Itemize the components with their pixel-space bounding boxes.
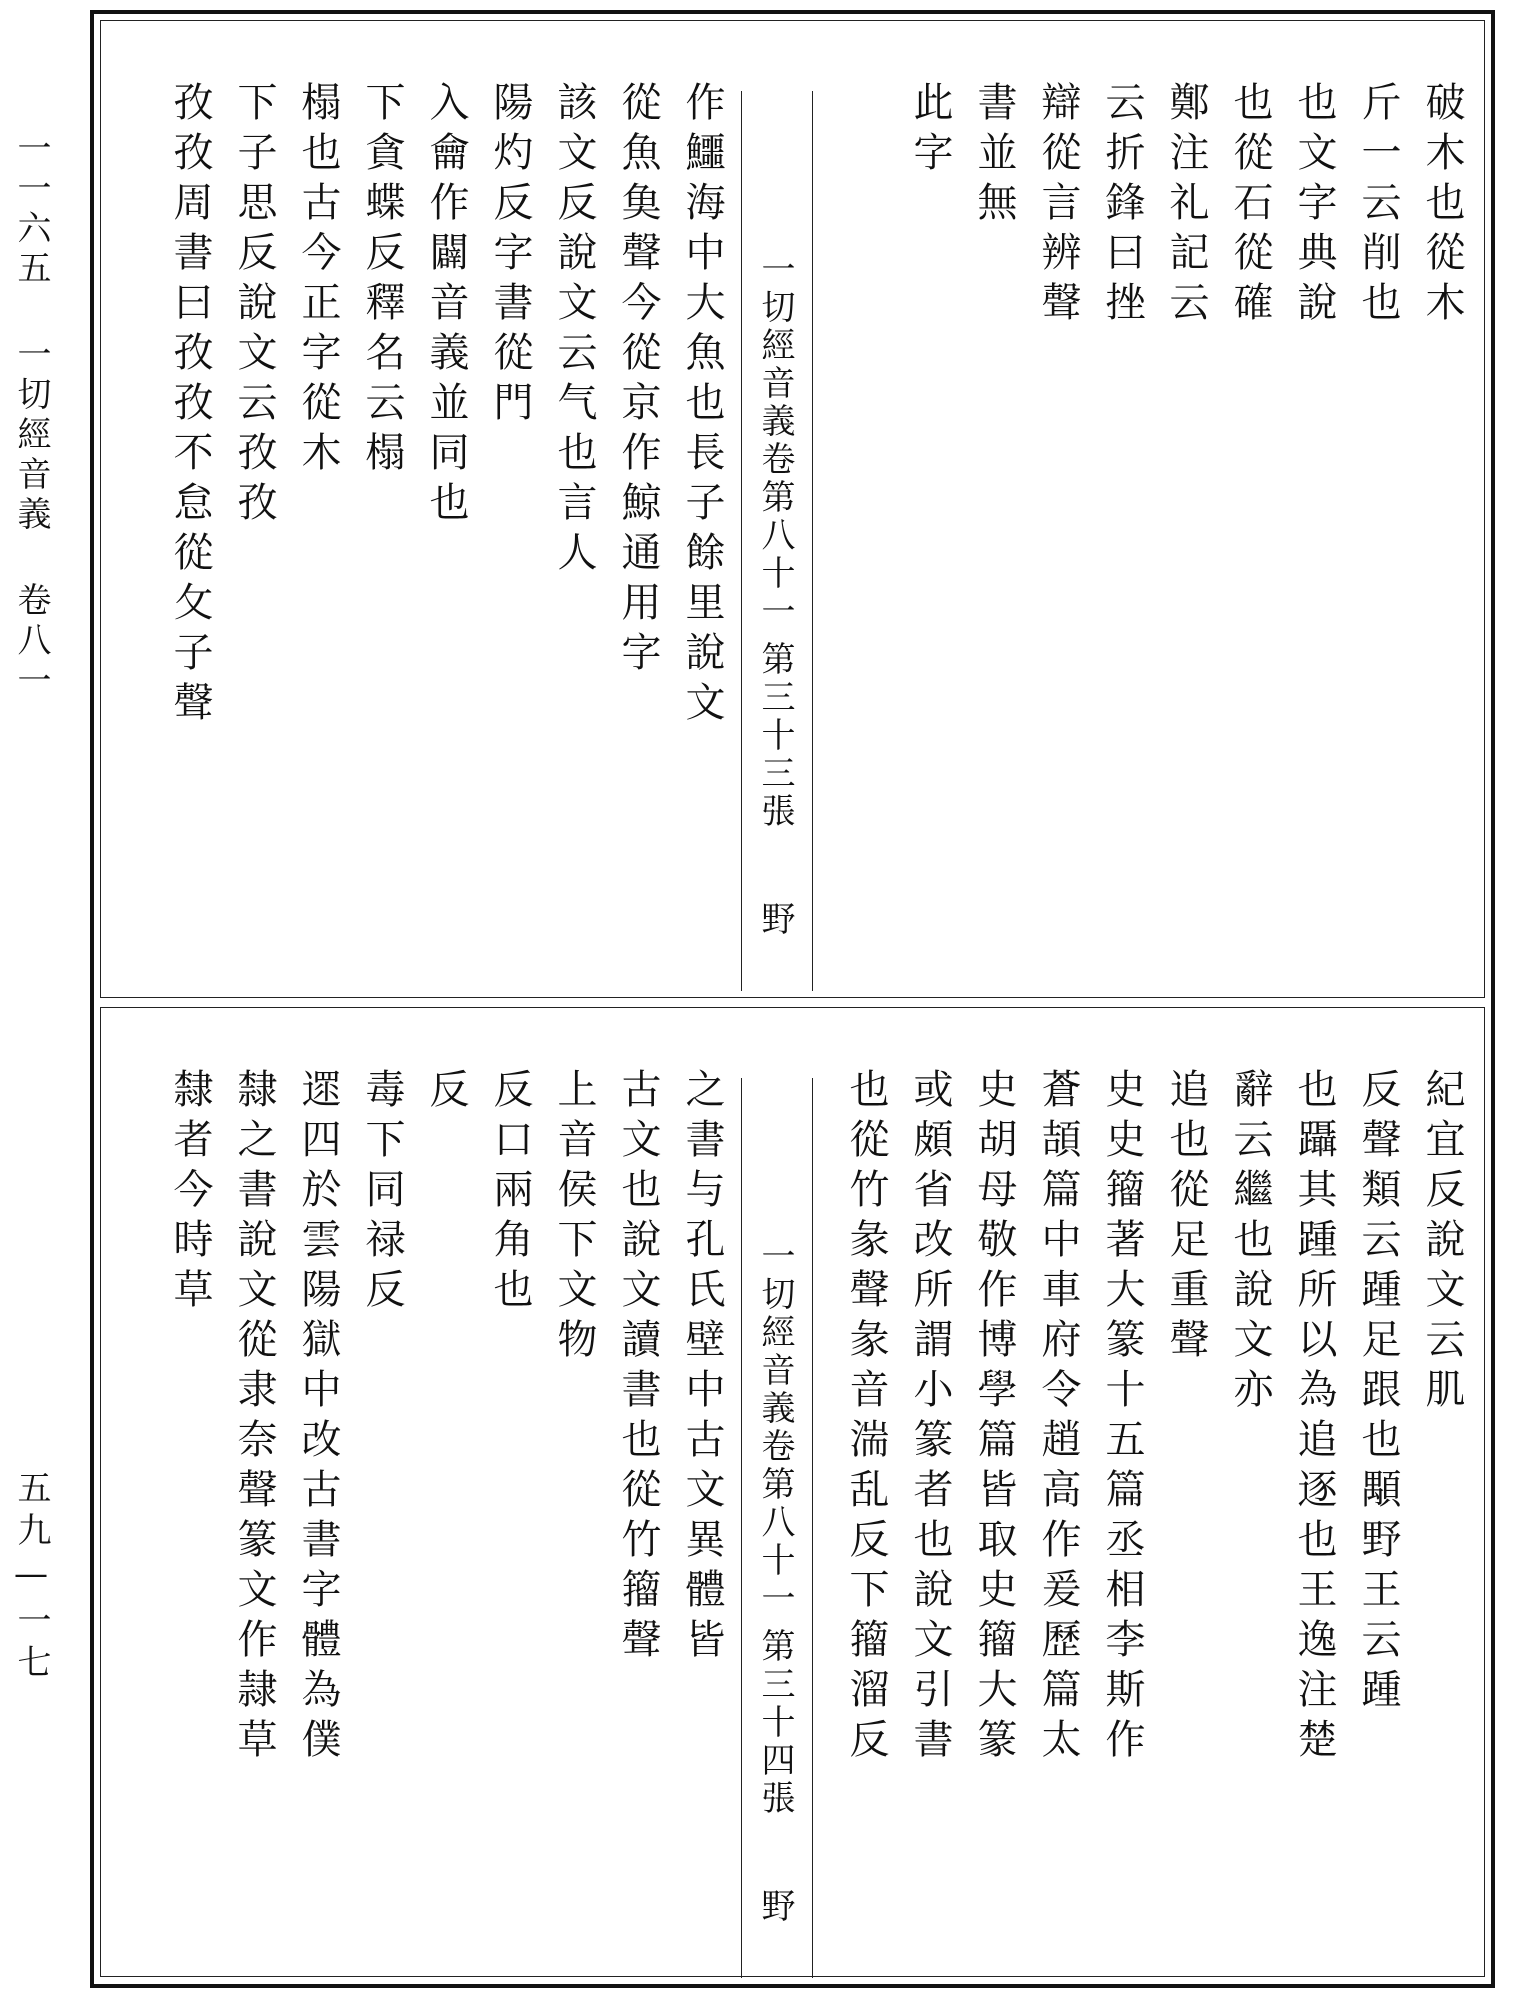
margin-top-label: 一一六五 一切經音義 卷八一 bbox=[11, 130, 51, 702]
strip-mark: 野 bbox=[755, 1888, 795, 1922]
text-column: 古文也說文讀書也從竹籀聲 bbox=[615, 1068, 661, 1668]
text-column: 陽灼反字書從門 bbox=[487, 81, 533, 431]
text-column: 毒下同禄反 bbox=[359, 1068, 405, 1318]
text-column: 上音侯下文物 bbox=[551, 1068, 597, 1368]
text-column: 書並無 bbox=[971, 81, 1017, 231]
text-column: 隸之書說文從隶奈聲篆文作隷草 bbox=[231, 1068, 277, 1768]
text-column: 史史籀著大篆十五篇丞相李斯作 bbox=[1099, 1068, 1145, 1768]
text-column: 追也從足重聲 bbox=[1163, 1068, 1209, 1368]
text-column: 孜孜周書曰孜孜不怠從攵子聲 bbox=[167, 81, 213, 731]
text-column: 作鱷海中大魚也長子餘里說文 bbox=[679, 81, 725, 731]
text-column: 或頗省改所謂小篆者也說文引書 bbox=[907, 1068, 953, 1768]
page-margin bbox=[0, 0, 62, 1999]
text-column: 反 bbox=[423, 1068, 469, 1118]
bottom-center-strip bbox=[741, 1078, 813, 1978]
text-column: 辭云繼也說文亦 bbox=[1227, 1068, 1273, 1418]
text-column: 反聲類云踵足跟也顒野王云踵 bbox=[1355, 1068, 1401, 1718]
top-right-text-block bbox=[831, 81, 1471, 981]
text-column: 從魚𩵋聲今從京作鯨通用字 bbox=[615, 81, 661, 681]
text-column: 榻也古今正字從木 bbox=[295, 81, 341, 481]
text-column: 斤一云削也 bbox=[1355, 81, 1401, 331]
text-column: 鄭注礼記云 bbox=[1163, 81, 1209, 331]
bottom-half-panel bbox=[100, 1007, 1485, 1977]
margin-bottom-label: 五九—一七 bbox=[11, 1470, 51, 1686]
text-column: 蒼頡篇中車府令趙高作爰歷篇太 bbox=[1035, 1068, 1081, 1768]
top-left-text-block bbox=[167, 81, 731, 981]
text-column: 破木也從木 bbox=[1419, 81, 1465, 331]
strip-sheet-number: 第三十四張 bbox=[755, 1628, 795, 1818]
strip-book-title: 一切經音義卷第八十一 bbox=[755, 251, 795, 631]
text-column: 云折鋒曰挫 bbox=[1099, 81, 1145, 331]
text-column: 辯從言辨聲 bbox=[1035, 81, 1081, 331]
text-column: 之書与孔氏壁中古文異體皆 bbox=[679, 1068, 725, 1668]
top-half-panel bbox=[100, 20, 1485, 998]
text-column: 反口兩角也 bbox=[487, 1068, 533, 1318]
top-center-strip bbox=[741, 91, 813, 991]
text-column: 隸者今時草 bbox=[167, 1068, 213, 1318]
text-column: 下貪蝶反釋名云榻 bbox=[359, 81, 405, 481]
text-column: 此字 bbox=[907, 81, 953, 181]
bottom-right-text-block bbox=[821, 1068, 1471, 1968]
text-column: 也從竹彖聲彖音湍乱反下籀溜反 bbox=[843, 1068, 889, 1768]
text-column: 遝四於雲陽獄中改古書字體為僕 bbox=[295, 1068, 341, 1768]
text-column: 下子思反說文云孜孜 bbox=[231, 81, 277, 531]
text-column: 入龠作闢音義並同也 bbox=[423, 81, 469, 531]
bottom-left-text-block bbox=[167, 1068, 731, 1968]
strip-mark: 野 bbox=[755, 901, 795, 935]
text-column: 該文反說文云气也言人 bbox=[551, 81, 597, 581]
text-column: 史胡母敬作博學篇皆取史籀大篆 bbox=[971, 1068, 1017, 1768]
text-column: 也躡其踵所以為追逐也王逸注楚 bbox=[1291, 1068, 1337, 1768]
strip-sheet-number: 第三十三張 bbox=[755, 641, 795, 831]
strip-book-title: 一切經音義卷第八十一 bbox=[755, 1238, 795, 1618]
text-column: 也文字典說 bbox=[1291, 81, 1337, 331]
text-column: 紀宜反說文云肌 bbox=[1419, 1068, 1465, 1418]
text-column: 也從石從確 bbox=[1227, 81, 1273, 331]
